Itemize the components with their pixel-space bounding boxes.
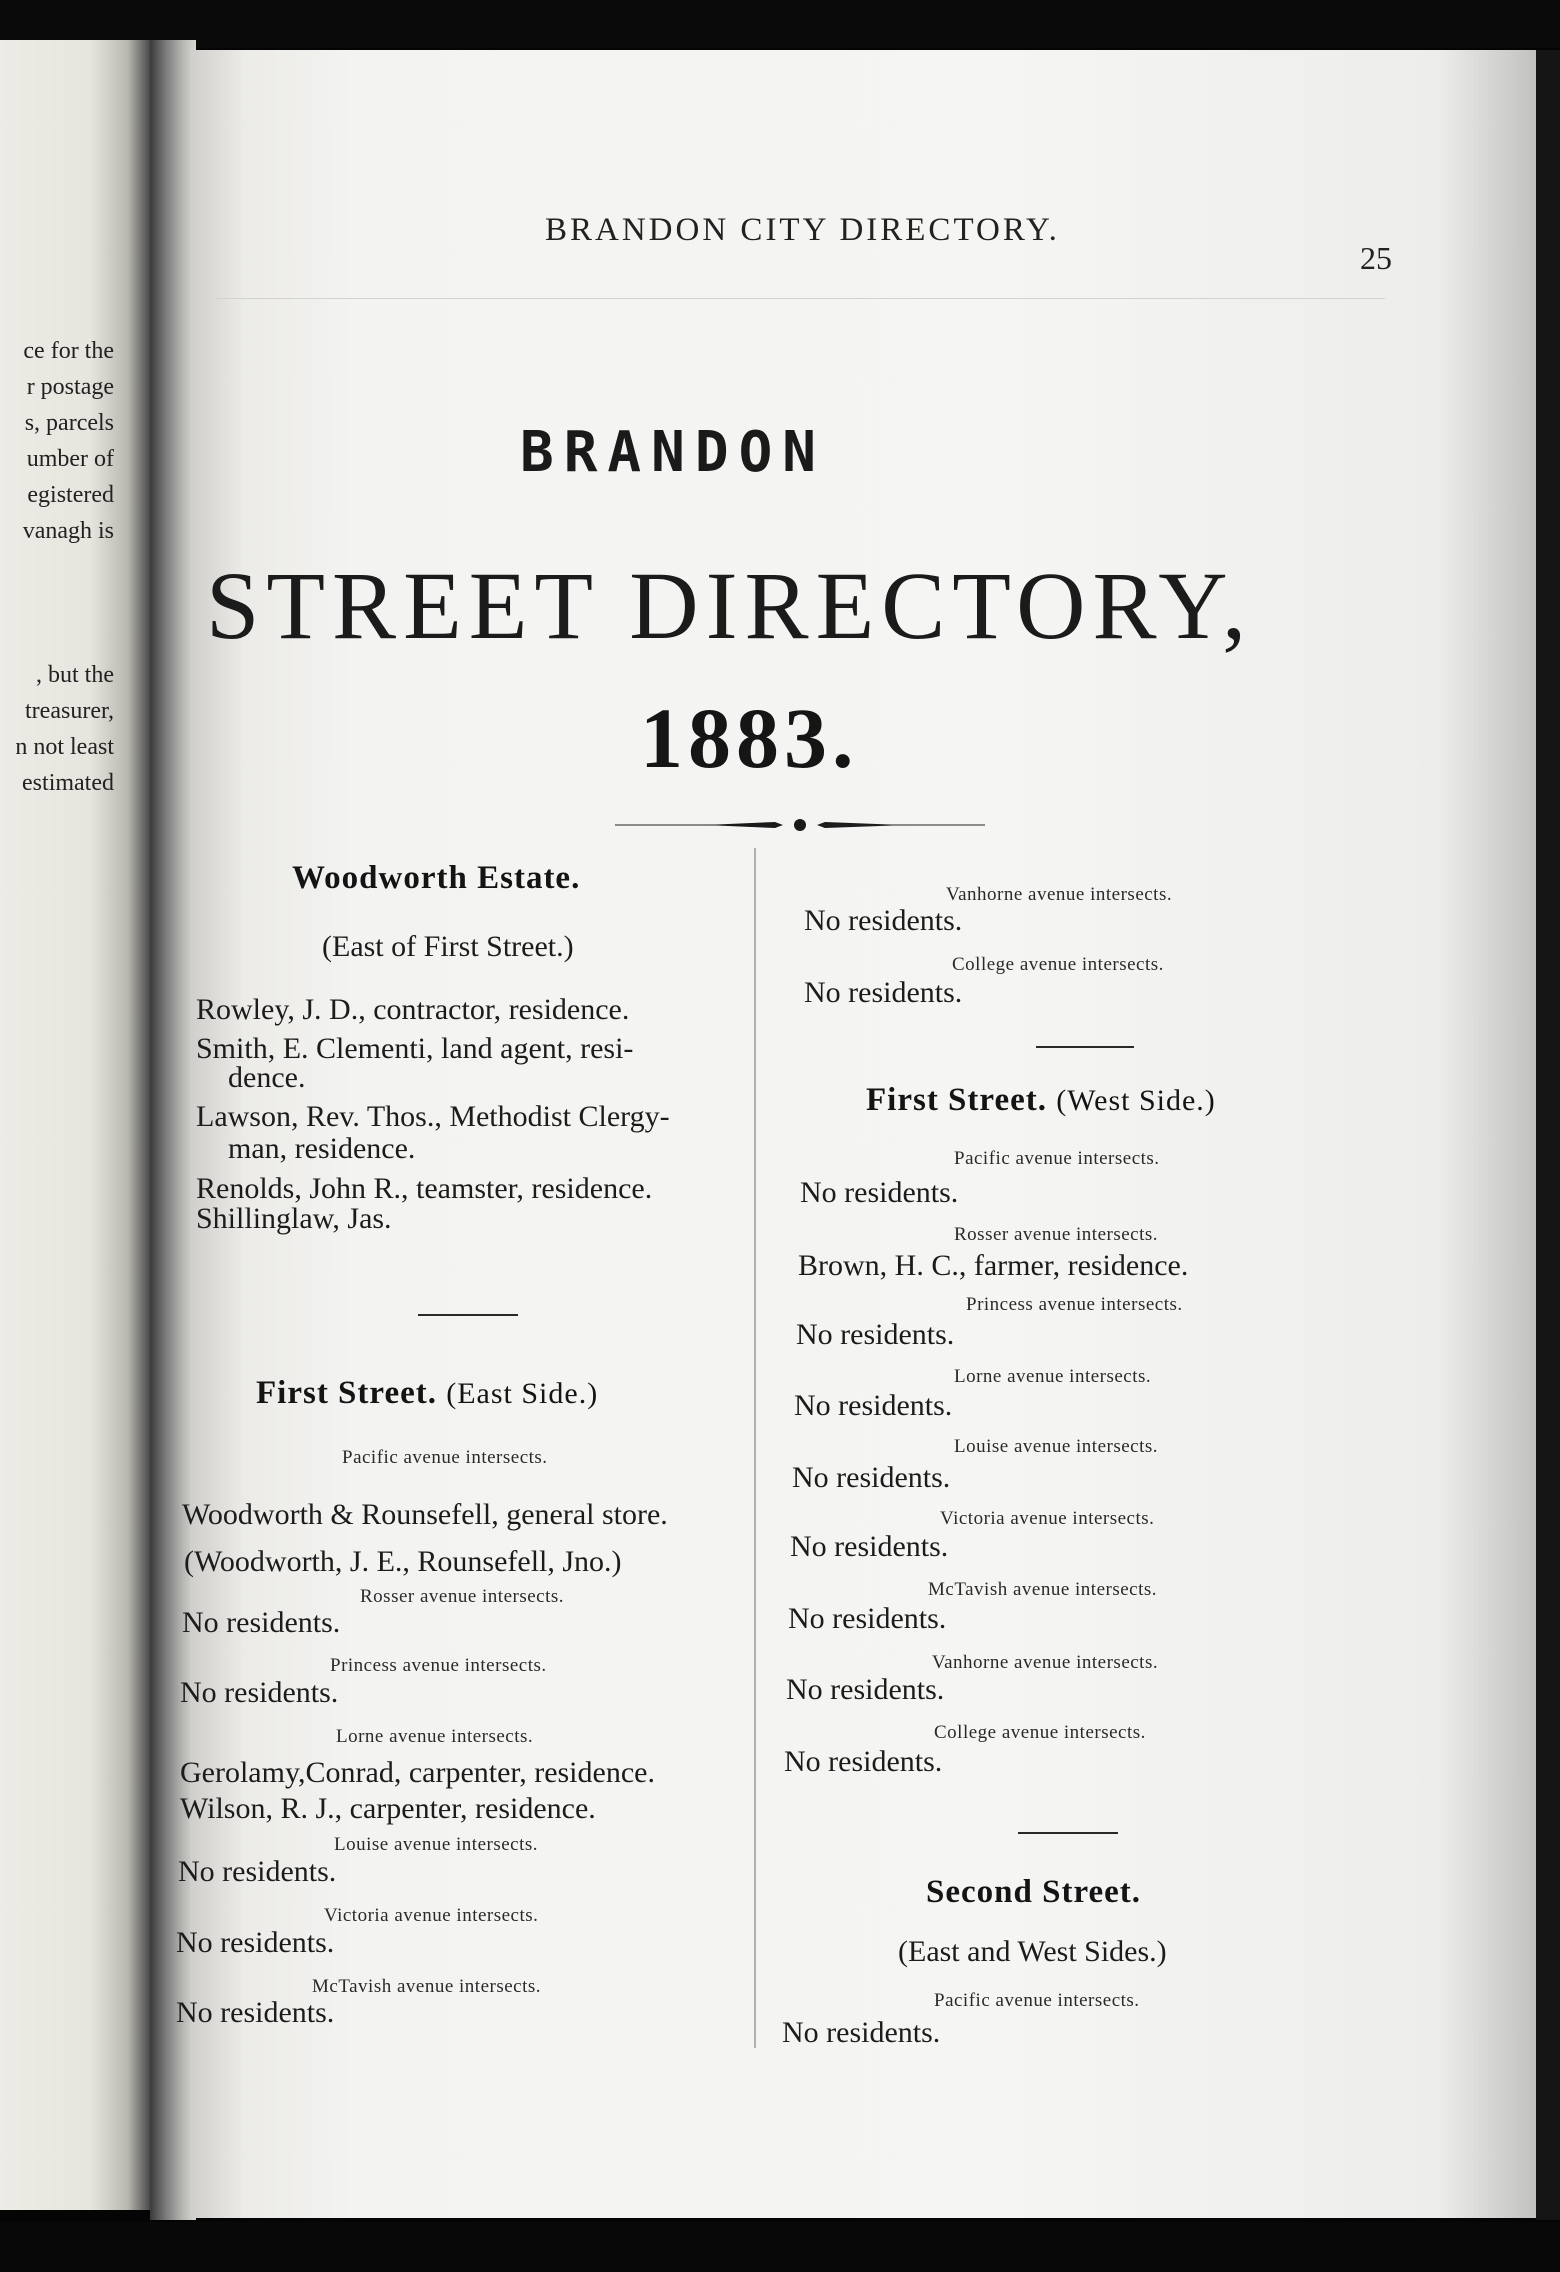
no-residents-label: No residents.	[182, 1606, 341, 1639]
directory-entry: Lawson, Rev. Thos., Methodist Clergy-	[196, 1100, 670, 1133]
facing-line: s, parcels	[24, 410, 114, 436]
no-residents-label: No residents.	[176, 1996, 335, 2029]
directory-entry: Rowley, J. D., contractor, residence.	[196, 993, 630, 1026]
avenue-intersects-label: Victoria avenue intersects.	[940, 1508, 1155, 1529]
avenue-intersects-label: College avenue intersects.	[952, 954, 1164, 975]
avenue-intersects-label: Lorne avenue intersects.	[954, 1366, 1152, 1387]
scan-bottom-border	[0, 2222, 1560, 2272]
page-number: 25	[1360, 240, 1392, 276]
facing-line: treasurer,	[25, 698, 114, 724]
column-divider	[754, 848, 756, 2048]
no-residents-label: No residents.	[176, 1926, 335, 1959]
facing-line: n not least	[15, 734, 114, 760]
directory-entry: (Woodworth, J. E., Rounsefell, Jno.)	[184, 1545, 622, 1578]
facing-line: r postage	[26, 374, 114, 400]
section-heading-first-street-east	[256, 1375, 598, 1412]
facing-line: egistered	[27, 482, 114, 508]
directory-entry: Smith, E. Clementi, land agent, resi-	[196, 1032, 634, 1065]
no-residents-label: No residents.	[782, 2016, 941, 2049]
avenue-intersects-label: Lorne avenue intersects.	[336, 1726, 534, 1747]
directory-entry: man, residence.	[228, 1132, 416, 1165]
directory-entry: Wilson, R. J., carpenter, residence.	[180, 1792, 596, 1825]
directory-entry: Brown, H. C., farmer, residence.	[798, 1249, 1189, 1282]
avenue-intersects-label: McTavish avenue intersects.	[312, 1976, 542, 1997]
facing-line: vanagh is	[22, 518, 114, 544]
ornamental-rule	[615, 815, 985, 835]
no-residents-label: No residents.	[794, 1389, 953, 1422]
avenue-intersects-label: Vanhorne avenue intersects.	[932, 1652, 1159, 1673]
page-right-edge	[1536, 50, 1560, 2220]
directory-entry: Gerolamy,Conrad, carpenter, residence.	[180, 1756, 655, 1789]
avenue-intersects-label: College avenue intersects.	[934, 1722, 1146, 1743]
side-label: (East Side.)	[446, 1377, 599, 1410]
section-subheading: (East of First Street.)	[322, 930, 574, 963]
avenue-intersects-label: Pacific avenue intersects.	[934, 1990, 1140, 2011]
facing-line: umber of	[26, 446, 114, 472]
header-rule	[215, 298, 1385, 299]
avenue-intersects-label: Rosser avenue intersects.	[954, 1224, 1159, 1245]
facing-page-fragment	[0, 40, 150, 2210]
directory-entry: Renolds, John R., teamster, residence.	[196, 1172, 653, 1205]
no-residents-label: No residents.	[800, 1176, 959, 1209]
no-residents-label: No residents.	[786, 1673, 945, 1706]
no-residents-label: No residents.	[178, 1855, 337, 1888]
no-residents-label: No residents.	[804, 904, 963, 937]
section-rule	[1018, 1832, 1118, 1834]
section-heading-first-street-west	[866, 1082, 1216, 1119]
avenue-intersects-label: Pacific avenue intersects.	[954, 1148, 1160, 1169]
facing-line: , but the	[36, 662, 114, 688]
no-residents-label: No residents.	[788, 1602, 947, 1635]
running-head: BRANDON CITY DIRECTORY.	[545, 212, 1060, 248]
avenue-intersects-label: Victoria avenue intersects.	[324, 1905, 539, 1926]
avenue-intersects-label: McTavish avenue intersects.	[928, 1579, 1158, 1600]
no-residents-label: No residents.	[804, 976, 963, 1009]
directory-entry: Woodworth & Rounsefell, general store.	[182, 1498, 668, 1531]
title-street-directory: STREET DIRECTORY,	[206, 552, 1254, 659]
directory-entry: Shillinglaw, Jas.	[196, 1202, 392, 1235]
section-rule	[418, 1314, 518, 1316]
facing-line: ce for the	[23, 338, 114, 364]
avenue-intersects-label: Louise avenue intersects.	[954, 1436, 1159, 1457]
avenue-intersects-label: Pacific avenue intersects.	[342, 1447, 548, 1468]
avenue-intersects-label: Vanhorne avenue intersects.	[946, 884, 1173, 905]
no-residents-label: No residents.	[790, 1530, 949, 1563]
no-residents-label: No residents.	[796, 1318, 955, 1351]
street-name: First Street.	[866, 1082, 1047, 1118]
section-rule	[1036, 1046, 1134, 1048]
side-label: (West Side.)	[1056, 1084, 1216, 1117]
street-name: First Street.	[256, 1375, 437, 1411]
facing-line: estimated	[22, 770, 114, 796]
no-residents-label: No residents.	[792, 1461, 951, 1494]
scan-top-border	[0, 0, 1560, 48]
directory-entry: dence.	[228, 1061, 306, 1094]
avenue-intersects-label: Rosser avenue intersects.	[360, 1586, 565, 1607]
avenue-intersects-label: Princess avenue intersects.	[330, 1655, 547, 1676]
section-heading-woodworth-estate: Woodworth Estate.	[292, 860, 581, 896]
section-heading-second-street: Second Street.	[926, 1874, 1142, 1910]
no-residents-label: No residents.	[784, 1745, 943, 1778]
section-subheading: (East and West Sides.)	[898, 1935, 1167, 1968]
no-residents-label: No residents.	[180, 1676, 339, 1709]
avenue-intersects-label: Louise avenue intersects.	[334, 1834, 539, 1855]
title-year: 1883.	[640, 690, 859, 786]
title-brandon: BRANDON	[520, 420, 827, 485]
facing-page-text	[15, 333, 114, 801]
avenue-intersects-label: Princess avenue intersects.	[966, 1294, 1183, 1315]
